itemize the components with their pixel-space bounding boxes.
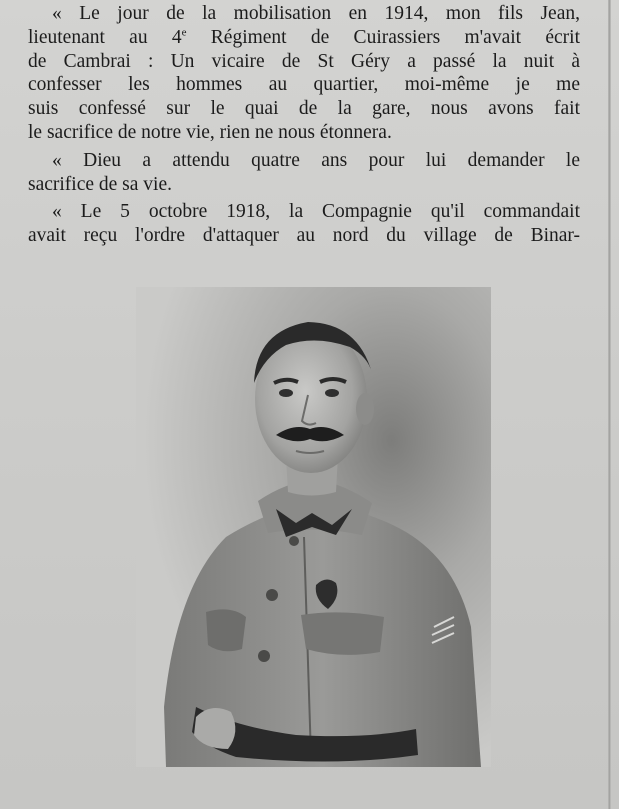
text-line: sacrifice de sa vie.	[28, 173, 173, 195]
portrait-photograph	[136, 287, 491, 767]
superscript: e	[181, 26, 187, 39]
text-line: « Le 5 octobre 1918, la Compagnie qu'il commandait	[52, 201, 580, 223]
paragraph-2	[28, 149, 580, 197]
paragraph-1	[28, 2, 580, 145]
left-eye	[279, 389, 293, 397]
text-line: « Le jour de la mobilisation en 1914, mon fils Jean,	[52, 3, 580, 24]
tunic-pocket-right	[301, 612, 384, 654]
paragraph-3	[28, 200, 580, 248]
text-line: « Dieu a attendu quatre ans pour lui demander le	[52, 149, 580, 171]
body-text	[28, 2, 580, 252]
right-eye	[325, 389, 339, 397]
text-fragment: lieutenant au 4	[28, 26, 182, 48]
text-line: de Cambrai : Un vicaire de St Géry a passé la nuit à	[28, 50, 580, 72]
ear	[356, 393, 374, 425]
text-line	[28, 26, 580, 50]
tunic-button	[258, 650, 270, 662]
text-line: le sacrifice de notre vie, rien ne nous étonnera.	[28, 121, 392, 143]
text-line: confesser les hommes au quartier, moi-même je me	[28, 74, 580, 96]
text-line: suis confessé sur le quai de la gare, nous avons fait	[28, 98, 580, 120]
portrait-illustration	[136, 287, 491, 767]
tunic-button	[266, 589, 278, 601]
text-fragment: Régiment de Cuirassiers m'avait écrit	[186, 26, 580, 48]
text-line: avait reçu l'ordre d'attaquer au nord du village de Binar-	[28, 225, 580, 247]
page-edge	[608, 0, 611, 809]
tunic-button	[289, 536, 299, 546]
tunic-pocket-left	[206, 609, 246, 651]
